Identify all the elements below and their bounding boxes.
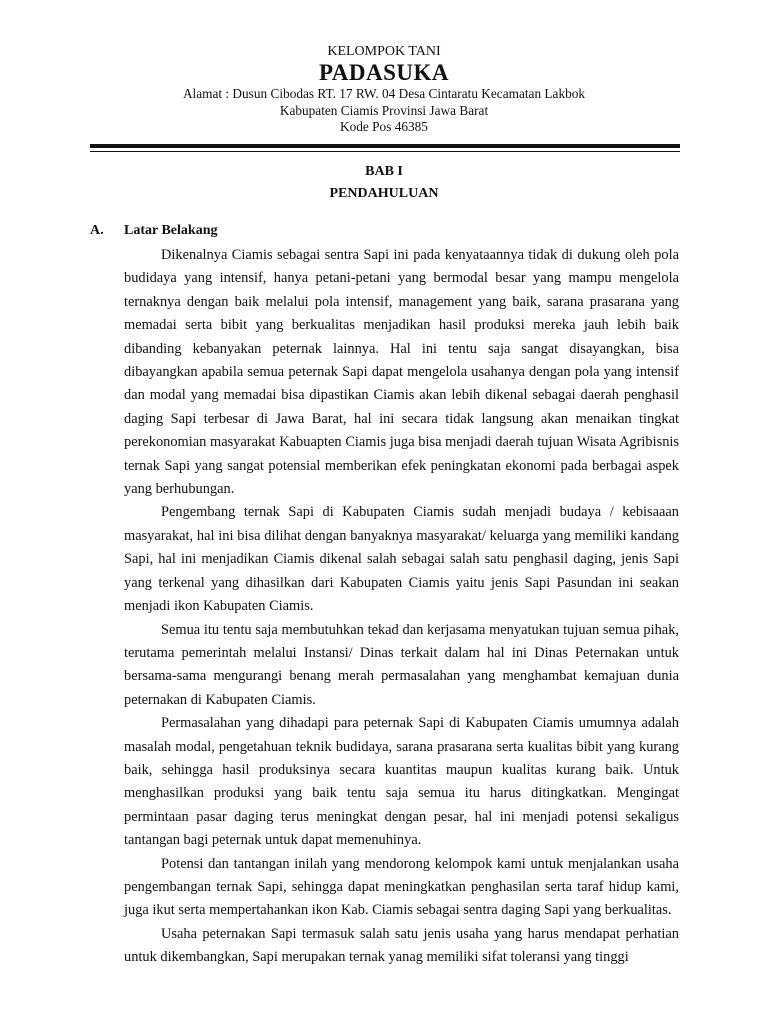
address-line-1: Alamat : Dusun Cibodas RT. 17 RW. 04 Desa Cintaratu Kecamatan Lakbok (182, 86, 586, 101)
paragraph: Permasalahan yang dihadapi para peternak Sapi di Kabupaten Ciamis umumnya adalah masalah modal, pengetahuan teknik budidaya, sarana prasarana serta kualitas bibit yang kurang baik, sehingga hasil produksinya secara kuantitas maupun kualitas kurang baik. Untuk menghasilkan produksi yang baik tentu saja semua itu harus ditingkatkan. Mengingat permintaan pasar daging terus meningkat dengan pesar, hal ini menjadi potensi sekaligus tantangan bagi peternak untuk dapat memenuhinya. (124, 715, 679, 849)
paragraph: Pengembang ternak Sapi di Kabupaten Ciamis sudah menjadi budaya / kebisaaan masyarakat, hal ini bisa dilihat dengan banyaknya masyarakat/ keluarga yang memiliki kandang Sapi, hal ini menjadikan Ciamis dikenal salah sebagai salah satu penghasil daging, jenis Sapi yang terkenal yang dihasilkan dari Kabupaten Ciamis yaitu jenis Sapi Pasundan ini seakan menjadi ikon Kabupaten Ciamis. (124, 504, 679, 615)
organization-name: PADASUKA (318, 60, 450, 85)
section-number: A. (90, 223, 104, 238)
paragraph: Potensi dan tantangan inilah yang mendorong kelompok kami untuk menjalankan usaha pengembangan ternak Sapi, sehingga dapat meningkatkan penghasilan serta taraf hidup kami, juga ikut serta mempertahankan ikon Kab. Ciamis sebagai sentra daging Sapi yang berkualitas. (124, 855, 679, 919)
letterhead (0, 44, 768, 136)
paragraph: Usaha peternakan Sapi termasuk salah satu jenis usaha yang harus mendapat perhatian untuk dikembangkan, Sapi merupakan ternak yanag memiliki sifat toleransi yang tinggi (124, 925, 679, 966)
chapter-title: PENDAHULUAN (329, 186, 439, 201)
paragraph: Semua itu tentu saja membutuhkan tekad dan kerjasama menyatukan tujuan semua pihak, terutama pemerintah melalui Instansi/ Dinas terkait dalam hal ini Dinas Peternakan untuk bersama-sama mengurangi benang merah permasalahan yang menghambat kemajuan dunia peternakan di Kabupaten Ciamis. (124, 621, 679, 708)
section-title: Latar Belakang (124, 223, 218, 238)
letterhead-divider-thick (90, 144, 680, 148)
address-line-3: Kode Pos 46385 (340, 119, 428, 134)
chapter-number: BAB I (365, 164, 403, 179)
paragraph: Dikenalnya Ciamis sebagai sentra Sapi ini pada kenyataannya tidak di dukung oleh pola budidaya yang intensif, hanya petani-petani yang bermodal besar yang mampu mengelola ternaknya dengan baik melalui pola intensif, management yang baik, sarana prasarana yang memadai serta bibit yang berkualitas menjadikan hasil produksi mereka jauh lebih baik dibanding kebanyakan peternak lainnya. Hal ini tentu saja sangat disayangkan, bisa dibayangkan apabila semua peternak Sapi dapat mengelola usahanya dengan pola yang intensif dan modal yang memadai bisa dipastikan Ciamis akan lebih dikenal sebagai daerah penghasil daging Sapi terbesar di Jawa Barat, hal ini secara tidak langsung akan menaikan tingkat perekonomian masyarakat Kabuapten Ciamis juga bisa menjadi daerah tujuan Wisata Agribisnis ternak Sapi yang sangat potensial memberikan efek peningkatan ekonomi pada berbagai aspek yang berhubungan. (124, 247, 679, 498)
address-line-2: Kabupaten Ciamis Provinsi Jawa Barat (279, 102, 489, 118)
body-text (124, 244, 679, 970)
letterhead-divider-thin (90, 151, 680, 152)
organization-type: KELOMPOK TANI (327, 44, 441, 59)
